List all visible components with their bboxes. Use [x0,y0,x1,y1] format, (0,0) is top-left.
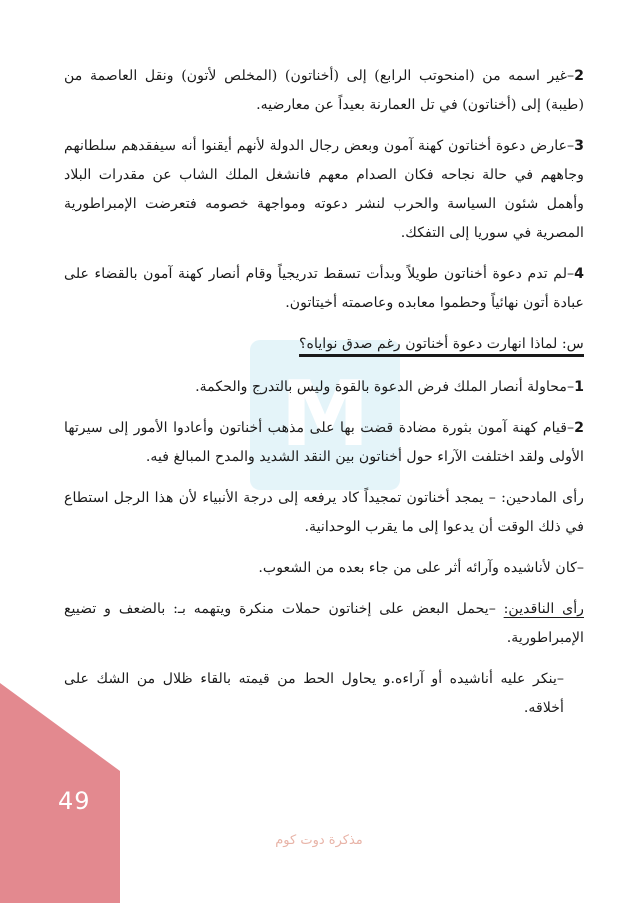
point-text: –غير اسمه من (امنحوتب الرابع) إلى (أخناتون) (المخلص لأتون) ونقل العاصمة من (طيبة) إلى (أخناتون) في تل العمارنة بعيداً عن معارضيه. [64,68,584,113]
page-number: 49 [58,787,91,815]
point-number: 3 [574,138,584,154]
deny-note [64,665,584,723]
svg-text:M: M [280,362,370,467]
answer-text: –قيام كهنة آمون بثورة مضادة قضت بها على مذهب أخناتون وأعادوا الأمور إلى سيرتها الأولى ولقد اختلفت الآراء حول أخناتون بين النقد الشديد والمدح المبالغ فيه. [64,420,584,465]
answer-1 [64,373,584,402]
critics-opinion [64,595,584,653]
critics-label: رأى الناقدين: [503,601,584,617]
critics-text: –يحمل البعض على إخناتون حملات منكرة ويتهمه بـ: بالضعف و تضييع الإمبراطورية. [64,601,584,646]
footer-brand: مذكرة دوت كوم [275,833,363,848]
deny-note-text: –ينكر عليه أناشيده أو آراءه.و يحاول الحط من قيمته بالقاء ظلال من الشك على أخلاقه. [64,671,564,716]
point-text: –لم تدم دعوة أخناتون طويلاً وبدأت تسقط تدريجياً وقام أنصار كهنة آمون بالقضاء على عبادة أتون نهائياً وحطموا معابده وعاصمته أخيتاتون. [64,266,584,311]
answer-2 [64,414,584,472]
point-4 [64,260,584,318]
page-content [64,62,584,735]
answer-text: –محاولة أنصار الملك فرض الدعوة بالقوة وليس بالتدرج والحكمة. [195,379,575,395]
answer-number: 1 [574,379,584,395]
praisers-text: – يمجد أخناتون تمجيداً كاد يرفعه إلى درجة الأنبياء لأن هذا الرجل استطاع في ذلك الوقت أن يدعوا إلى ما يقرب الوحدانية. [64,490,584,535]
point-number: 4 [574,266,584,282]
question-text: س: لماذا انهارت دعوة أخناتون رغم صدق نواياه؟ [299,336,584,352]
point-3 [64,132,584,248]
praisers-opinion [64,484,584,542]
praisers-label: رأى المادحين: [501,490,584,506]
question-heading [64,330,584,359]
hymns-note-text: –كان لأناشيده وآرائه أثر على من جاء بعده من الشعوب. [258,560,584,576]
point-2 [64,62,584,120]
hymns-note [64,554,584,583]
point-text: –عارض دعوة أخناتون كهنة آمون وبعض رجال الدولة لأنهم أيقنوا أنه سيفقدهم سلطانهم وجاههم في حالة نجاحه فكان الصدام معهم فانشغل الملك الشاب عن مقدرات البلاد وأهمل شئون السياسة والحرب لنشر دعوته ومواجهة خصومه فتعرضت الإمبراطورية المصرية في سوريا إلى التفكك. [64,138,584,241]
point-number: 2 [574,68,584,84]
answer-number: 2 [574,420,584,436]
